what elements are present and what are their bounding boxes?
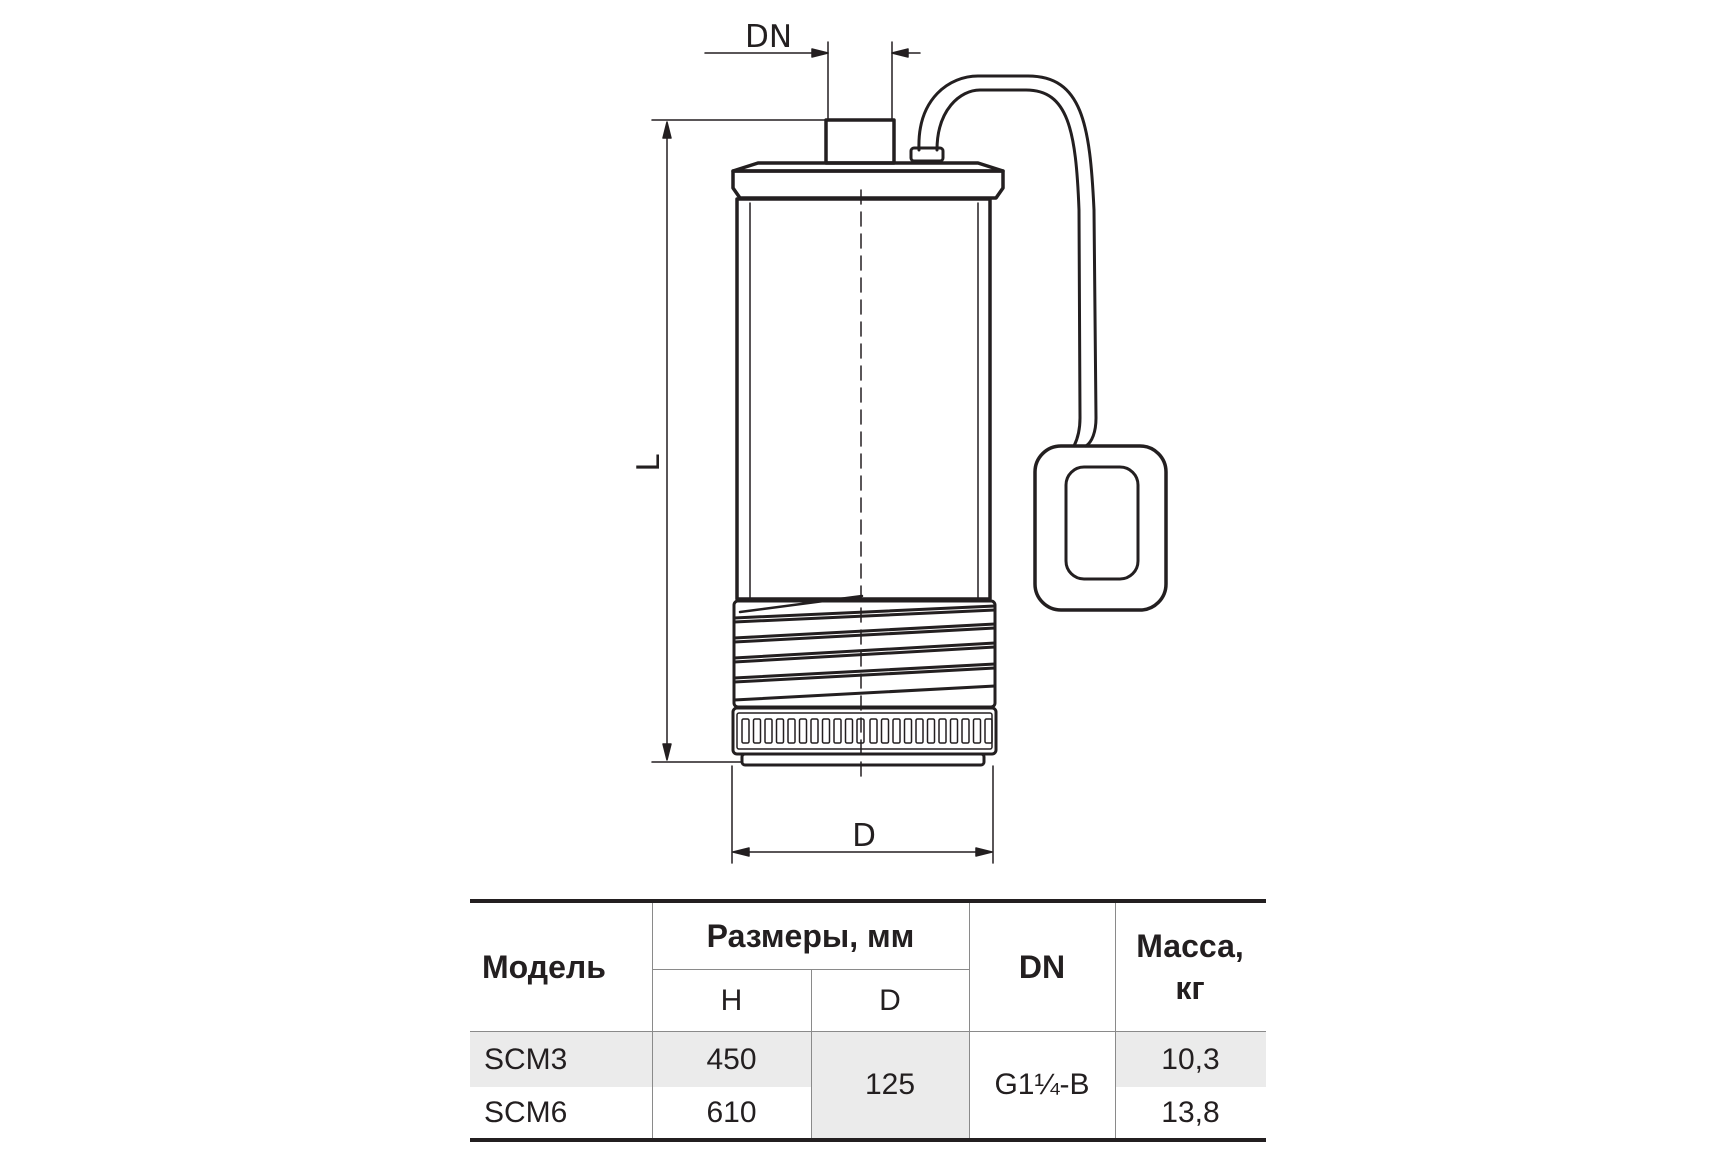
intake-slot: [951, 719, 958, 743]
intake-slot: [882, 719, 889, 743]
header-mass: Масса, кг: [1136, 928, 1244, 1006]
table-row-model: SCM3: [484, 1042, 568, 1076]
spec-table: [470, 899, 1266, 1142]
header-dn: DN: [1018, 948, 1066, 985]
table-row-h: 610: [706, 1095, 757, 1129]
intake-slot: [893, 719, 900, 743]
outlet-pipe: [826, 120, 894, 163]
top-cap: [733, 163, 1003, 198]
intake-slot: [870, 719, 877, 743]
shared-d-value: 125: [864, 1068, 916, 1101]
intake-slot: [916, 719, 923, 743]
header-model: Модель: [482, 948, 606, 985]
intake-slot: [788, 719, 795, 743]
dn-label: DN: [745, 19, 793, 55]
header-d: D: [879, 983, 901, 1017]
table-bottom-rule: [470, 1138, 1266, 1142]
intake-slot: [777, 719, 784, 743]
table-row-h: 450: [706, 1042, 757, 1076]
intake-slot: [962, 719, 969, 743]
table-row-mass: 13,8: [1161, 1095, 1220, 1129]
intake-slot: [846, 719, 853, 743]
table-row-model: SCM6: [484, 1095, 568, 1129]
diameter-label: D: [852, 818, 876, 854]
intake-slot: [939, 719, 946, 743]
intake-slot: [834, 719, 841, 743]
intake-slot: [974, 719, 981, 743]
intake-slot: [754, 719, 761, 743]
intake-slot: [800, 719, 807, 743]
intake-slot: [823, 719, 830, 743]
length-label: L: [631, 454, 667, 472]
shared-dn-value: G1¼-B: [994, 1068, 1090, 1101]
dn-dimension: [705, 42, 920, 120]
threaded-section: [734, 601, 995, 707]
header-h: H: [720, 983, 743, 1017]
intake-slot: [765, 719, 772, 743]
intake-slot: [985, 719, 992, 743]
header-dimensions: Размеры, мм: [706, 917, 915, 954]
intake-slot: [928, 719, 935, 743]
table-row-mass: 10,3: [1161, 1042, 1220, 1076]
float-switch: [1035, 446, 1166, 610]
intake-slot: [811, 719, 818, 743]
intake-screen: [733, 708, 996, 765]
motor-body: [737, 199, 990, 612]
intake-slot: [905, 719, 912, 743]
length-dimension: [652, 120, 826, 762]
intake-slot: [742, 719, 749, 743]
